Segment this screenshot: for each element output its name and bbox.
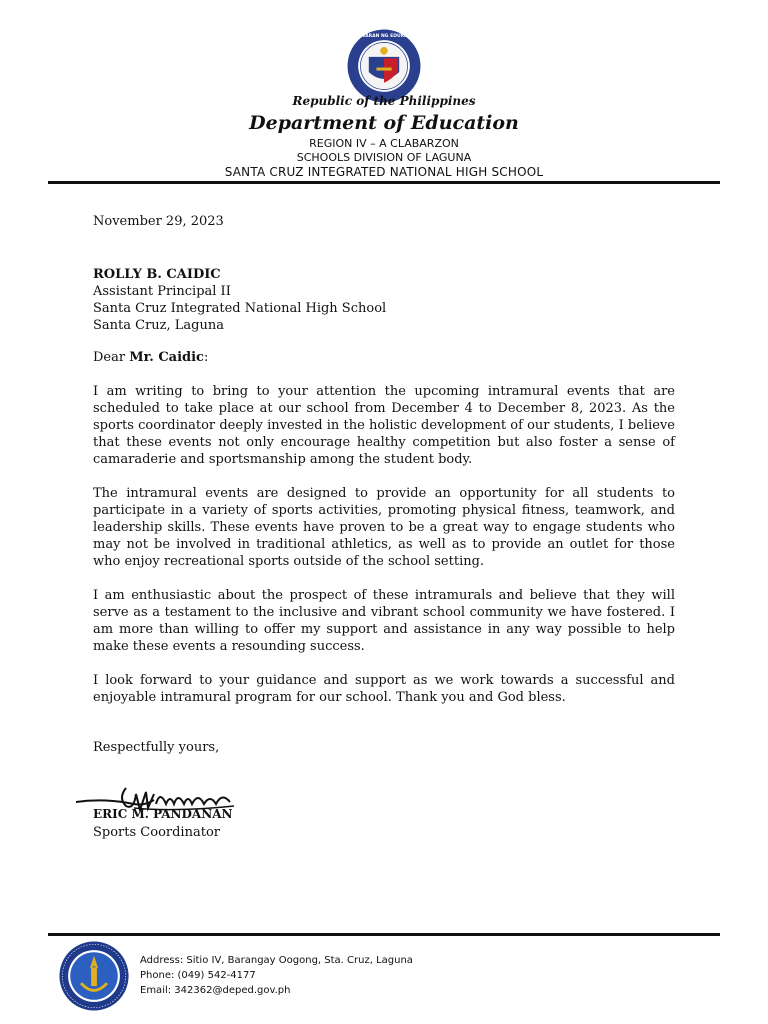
deped-seal-logo <box>346 28 422 104</box>
body-paragraph: I am enthusiastic about the prospect of these intramurals and believe that they will serve as a testament to the inclusive and vibrant school community we have fostered. I am more than willing to offer my support and assistance in any way possible to help make these events a resounding success. <box>93 588 675 654</box>
body-paragraph: I am writing to bring to your attention the upcoming intramural events that are scheduled to take place at our school from December 4 to December 8, 2023. As the sports coordinator deeply invested in the holistic development of our students, I believe that these events not only encourage healthy competition but also foster a sense of camaraderie and sportsmanship among the student body. <box>93 384 675 467</box>
footer-address: Address: Sitio IV, Barangay Oogong, Sta. Cruz, Laguna <box>140 955 413 966</box>
recipient-name: ROLLY B. CAIDIC <box>93 267 221 282</box>
salutation-suffix: : <box>203 350 209 365</box>
region-line: REGION IV – A CLABARZON <box>309 137 459 150</box>
recipient-block <box>93 266 386 334</box>
salutation-prefix: Dear <box>93 350 130 365</box>
footer-divider <box>48 933 720 936</box>
letter-date: November 29, 2023 <box>93 214 224 229</box>
body-paragraph: I look forward to your guidance and support as we work towards a successful and enjoyable intramural program for our school. Thank you and God bless. <box>93 673 675 705</box>
signer-name: ERIC M. PANDANAN <box>93 807 233 821</box>
recipient-title: Assistant Principal II <box>93 284 231 299</box>
school-seal-logo <box>58 940 130 1012</box>
svg-text:KAGAWARAN NG EDUKASYON: KAGAWARAN NG EDUKASYON <box>346 34 422 40</box>
footer-contact <box>140 953 413 998</box>
division-line: SCHOOLS DIVISION OF LAGUNA <box>296 151 472 164</box>
closing: Respectfully yours, <box>93 740 220 755</box>
header-divider <box>48 181 720 184</box>
department-heading: Department of Education <box>249 112 519 134</box>
salutation-name: Mr. Caidic <box>129 350 204 365</box>
signer-title: Sports Coordinator <box>93 825 220 840</box>
footer-phone: Phone: (049) 542-4177 <box>140 970 256 981</box>
recipient-school: Santa Cruz Integrated National High School <box>93 301 387 316</box>
body-paragraph: The intramural events are designed to provide an opportunity for all students to participate in a variety of sports activities, promoting physical fitness, teamwork, and leadership skills. These events have proven to be a great way to engage students who may not be involved in traditional athletics, as well as to provide an outlet for those who enjoy recreational sports outside of the school setting. <box>93 486 675 569</box>
republic-heading: Republic of the Philippines <box>292 94 476 108</box>
recipient-location: Santa Cruz, Laguna <box>93 318 224 333</box>
salutation <box>93 350 208 365</box>
school-name-line: SANTA CRUZ INTEGRATED NATIONAL HIGH SCHOOL <box>224 165 544 179</box>
footer-email: Email: 342362@deped.gov.ph <box>140 985 291 996</box>
